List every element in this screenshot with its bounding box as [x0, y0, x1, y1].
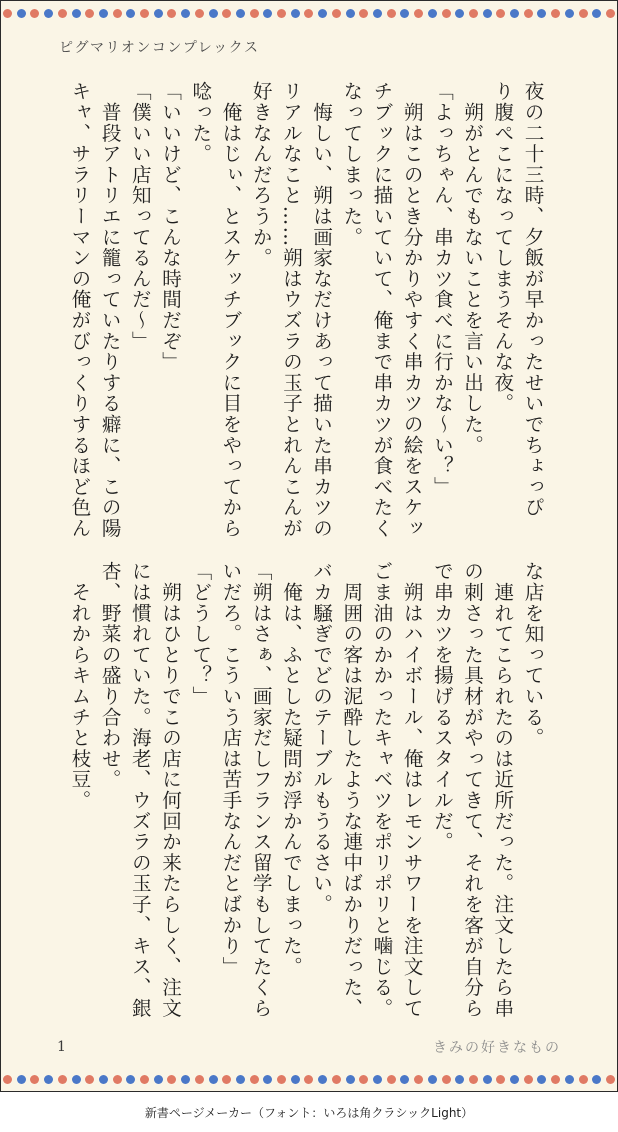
- border-dot: [469, 9, 478, 18]
- border-dot: [400, 9, 409, 18]
- lower-text-columns: な店を知っている。 連れてこられたのは近所だった。注文したら串 の刺さった具材がやってきて、それを客が自分ら で串カツを揚げるスタイルだ。 朔はハイボール、俺はレモンサワーを注文して ごま油のかかったキャベツをポリポリと噛じる。 周囲の客は泥酔したような連中ばかりだった、 バカ騒ぎでどのテーブルもうるさい。 俺は、ふとした疑問が浮かんでしまった。 「朔はさぁ、画家だしフランス留学もしてたくら いだろ。こういう店は苦手なんだとばかり」 「どうして？」 朔はひとりでこの店に何回か来たらしく、注文 には慣れていた。海老、ウズラの玉子、キス、銀 杏、野菜の盛り合わせ。 それからキムチと枝豆。: [67, 561, 544, 1019]
- border-dot: [17, 1075, 26, 1084]
- border-dot: [400, 1075, 409, 1084]
- border-dot: [263, 9, 272, 18]
- border-dot: [195, 9, 204, 18]
- border-dot: [483, 9, 492, 18]
- border-dot: [236, 9, 245, 18]
- border-dot: [579, 1075, 588, 1084]
- border-dot: [496, 9, 505, 18]
- border-dot: [455, 1075, 464, 1084]
- border-dot: [85, 9, 94, 18]
- border-dot: [99, 9, 108, 18]
- border-dot: [442, 9, 451, 18]
- border-dot: [277, 1075, 286, 1084]
- border-dot: [496, 1075, 505, 1084]
- border-dot: [30, 9, 39, 18]
- border-dot: [304, 1075, 313, 1084]
- border-dot: [359, 1075, 368, 1084]
- border-dot: [154, 1075, 163, 1084]
- border-dot: [414, 1075, 423, 1084]
- border-dot: [222, 9, 231, 18]
- border-dot: [524, 9, 533, 18]
- border-dot: [565, 9, 574, 18]
- border-dot: [58, 1075, 67, 1084]
- border-dot: [510, 1075, 519, 1084]
- border-dot: [126, 9, 135, 18]
- border-dot: [291, 1075, 300, 1084]
- border-dot: [99, 1075, 108, 1084]
- border-dot: [483, 1075, 492, 1084]
- border-dot: [113, 9, 122, 18]
- border-dot: [85, 1075, 94, 1084]
- border-dot: [537, 9, 546, 18]
- border-dot: [3, 9, 12, 18]
- border-dot: [332, 1075, 341, 1084]
- border-dot: [346, 1075, 355, 1084]
- border-dot: [195, 1075, 204, 1084]
- border-dot: [592, 9, 601, 18]
- border-dot: [44, 1075, 53, 1084]
- border-dot: [565, 1075, 574, 1084]
- border-dot: [250, 9, 259, 18]
- border-dot: [304, 9, 313, 18]
- border-dot: [606, 1075, 615, 1084]
- border-dot: [113, 1075, 122, 1084]
- border-dot: [291, 9, 300, 18]
- running-footer-title: きみの好きなもの: [433, 1040, 561, 1056]
- border-dot: [236, 1075, 245, 1084]
- border-dot: [167, 9, 176, 18]
- border-dot: [373, 9, 382, 18]
- border-dot: [72, 1075, 81, 1084]
- border-dot: [414, 9, 423, 18]
- top-dot-border: [3, 7, 615, 19]
- border-dot: [209, 1075, 218, 1084]
- border-dot: [387, 1075, 396, 1084]
- border-dot: [592, 1075, 601, 1084]
- border-dot: [140, 9, 149, 18]
- border-dot: [181, 1075, 190, 1084]
- border-dot: [44, 9, 53, 18]
- border-dot: [387, 9, 396, 18]
- border-dot: [455, 9, 464, 18]
- page-caption: 新書ページメーカー（フォント：いろは角クラシックLight）: [144, 1106, 474, 1120]
- border-dot: [250, 1075, 259, 1084]
- border-dot: [346, 9, 355, 18]
- page-number: 1: [57, 1039, 66, 1055]
- border-dot: [373, 1075, 382, 1084]
- border-dot: [579, 9, 588, 18]
- border-dot: [318, 9, 327, 18]
- border-dot: [551, 9, 560, 18]
- border-dot: [209, 9, 218, 18]
- border-dot: [537, 1075, 546, 1084]
- border-dot: [524, 1075, 533, 1084]
- border-dot: [140, 1075, 149, 1084]
- border-dot: [606, 9, 615, 18]
- border-dot: [318, 1075, 327, 1084]
- border-dot: [154, 9, 163, 18]
- border-dot: [3, 1075, 12, 1084]
- border-dot: [277, 9, 286, 18]
- upper-text-columns: 夜の二十三時、夕飯が早かったせいでちょっぴ り腹ぺこになってしまうそんな夜。 朔がとんでもないことを言い出した。 「よっちゃん、串カツ食べに行かな〜い？」 朔はこのとき分かりやすく串カツの絵をスケッ チブックに描いていて、俺まで串カツが食べたく なってしまった。 悔しい、朔は画家なだけあって描いた串カツの リアルなこと……朔はウズラの玉子とれんこんが 好きなんだろうか。 俺はじぃ、とスケッチブックに目をやってから 唸った。 「いいけど、こんな時間だぞ」 「僕いい店知ってるんだ〜」 普段アトリエに籠っていたりする癖に、この陽 キャ、サラリーマンの俺がびっくりするほど色ん: [67, 81, 544, 539]
- border-dot: [359, 9, 368, 18]
- border-dot: [72, 9, 81, 18]
- border-dot: [551, 1075, 560, 1084]
- running-header-title: ピグマリオンコンプレックス: [59, 40, 260, 56]
- border-dot: [17, 9, 26, 18]
- border-dot: [428, 9, 437, 18]
- border-dot: [181, 9, 190, 18]
- border-dot: [332, 9, 341, 18]
- border-dot: [263, 1075, 272, 1084]
- border-dot: [167, 1075, 176, 1084]
- border-dot: [30, 1075, 39, 1084]
- border-dot: [58, 9, 67, 18]
- border-dot: [510, 9, 519, 18]
- border-dot: [428, 1075, 437, 1084]
- border-dot: [126, 1075, 135, 1084]
- bottom-dot-border: [3, 1073, 615, 1085]
- border-dot: [442, 1075, 451, 1084]
- border-dot: [222, 1075, 231, 1084]
- border-dot: [469, 1075, 478, 1084]
